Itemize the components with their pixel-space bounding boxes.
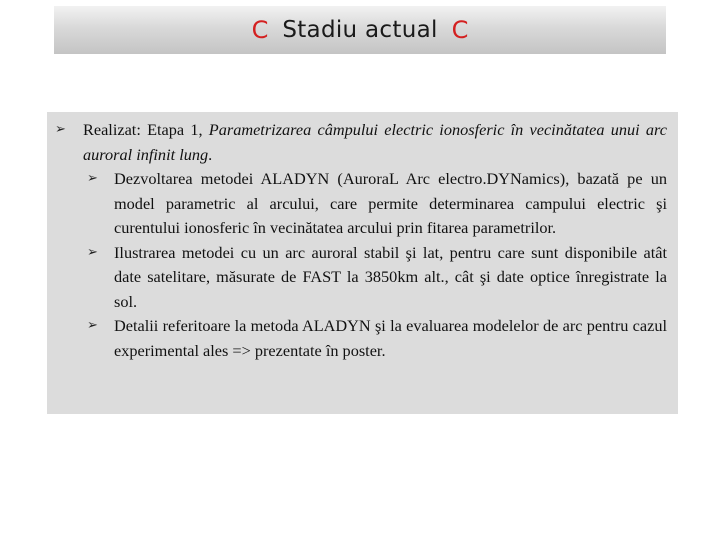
sub-bullet-illustration: [55, 241, 667, 315]
slide-title-bar: [54, 6, 666, 54]
content-panel: [47, 112, 678, 414]
sub-bullet-method: [55, 167, 667, 241]
arrow-bullet-icon: ➢: [55, 122, 66, 137]
arrow-bullet-icon: ➢: [87, 318, 98, 333]
sub-bullet-text: Ilustrarea metodei cu un arc auroral stabil şi lat, pentru care sunt disponibile atât date satelitare, măsurate de FAST la 3850km alt., cât şi date optice înregistrate la sol.: [114, 242, 667, 311]
slide-title: [252, 16, 469, 44]
arrow-bullet-icon: ➢: [87, 244, 98, 260]
sub-bullet-details: [55, 314, 667, 363]
title-decoration-left: C: [251, 16, 269, 44]
arrow-bullet-icon: ➢: [87, 171, 98, 186]
bullet-main-prefix: Realizat: Etapa 1,: [83, 120, 209, 139]
title-text: Stadiu actual: [282, 17, 438, 43]
bullet-main-italic: Parametrizarea câmpului electric ionosferic în vecinătatea unui arc auroral infinit lung: [83, 120, 667, 164]
bullet-main-suffix: .: [208, 144, 213, 164]
bullet-main: [55, 118, 667, 167]
title-decoration-right: C: [451, 16, 469, 44]
sub-bullet-text: Dezvoltarea metodei ALADYN (AuroraL Arc electro.DYNamics), bazată pe un model parametric al arcului, care permite determinarea campului electric şi curentului ionosferic în vecinătatea arcului prin fitarea parametrilor.: [114, 169, 667, 237]
sub-bullet-text: Detalii referitoare la metoda ALADYN şi la evaluarea modelelor de arc pentru cazul experimental ales => prezentate în poster.: [114, 316, 667, 360]
